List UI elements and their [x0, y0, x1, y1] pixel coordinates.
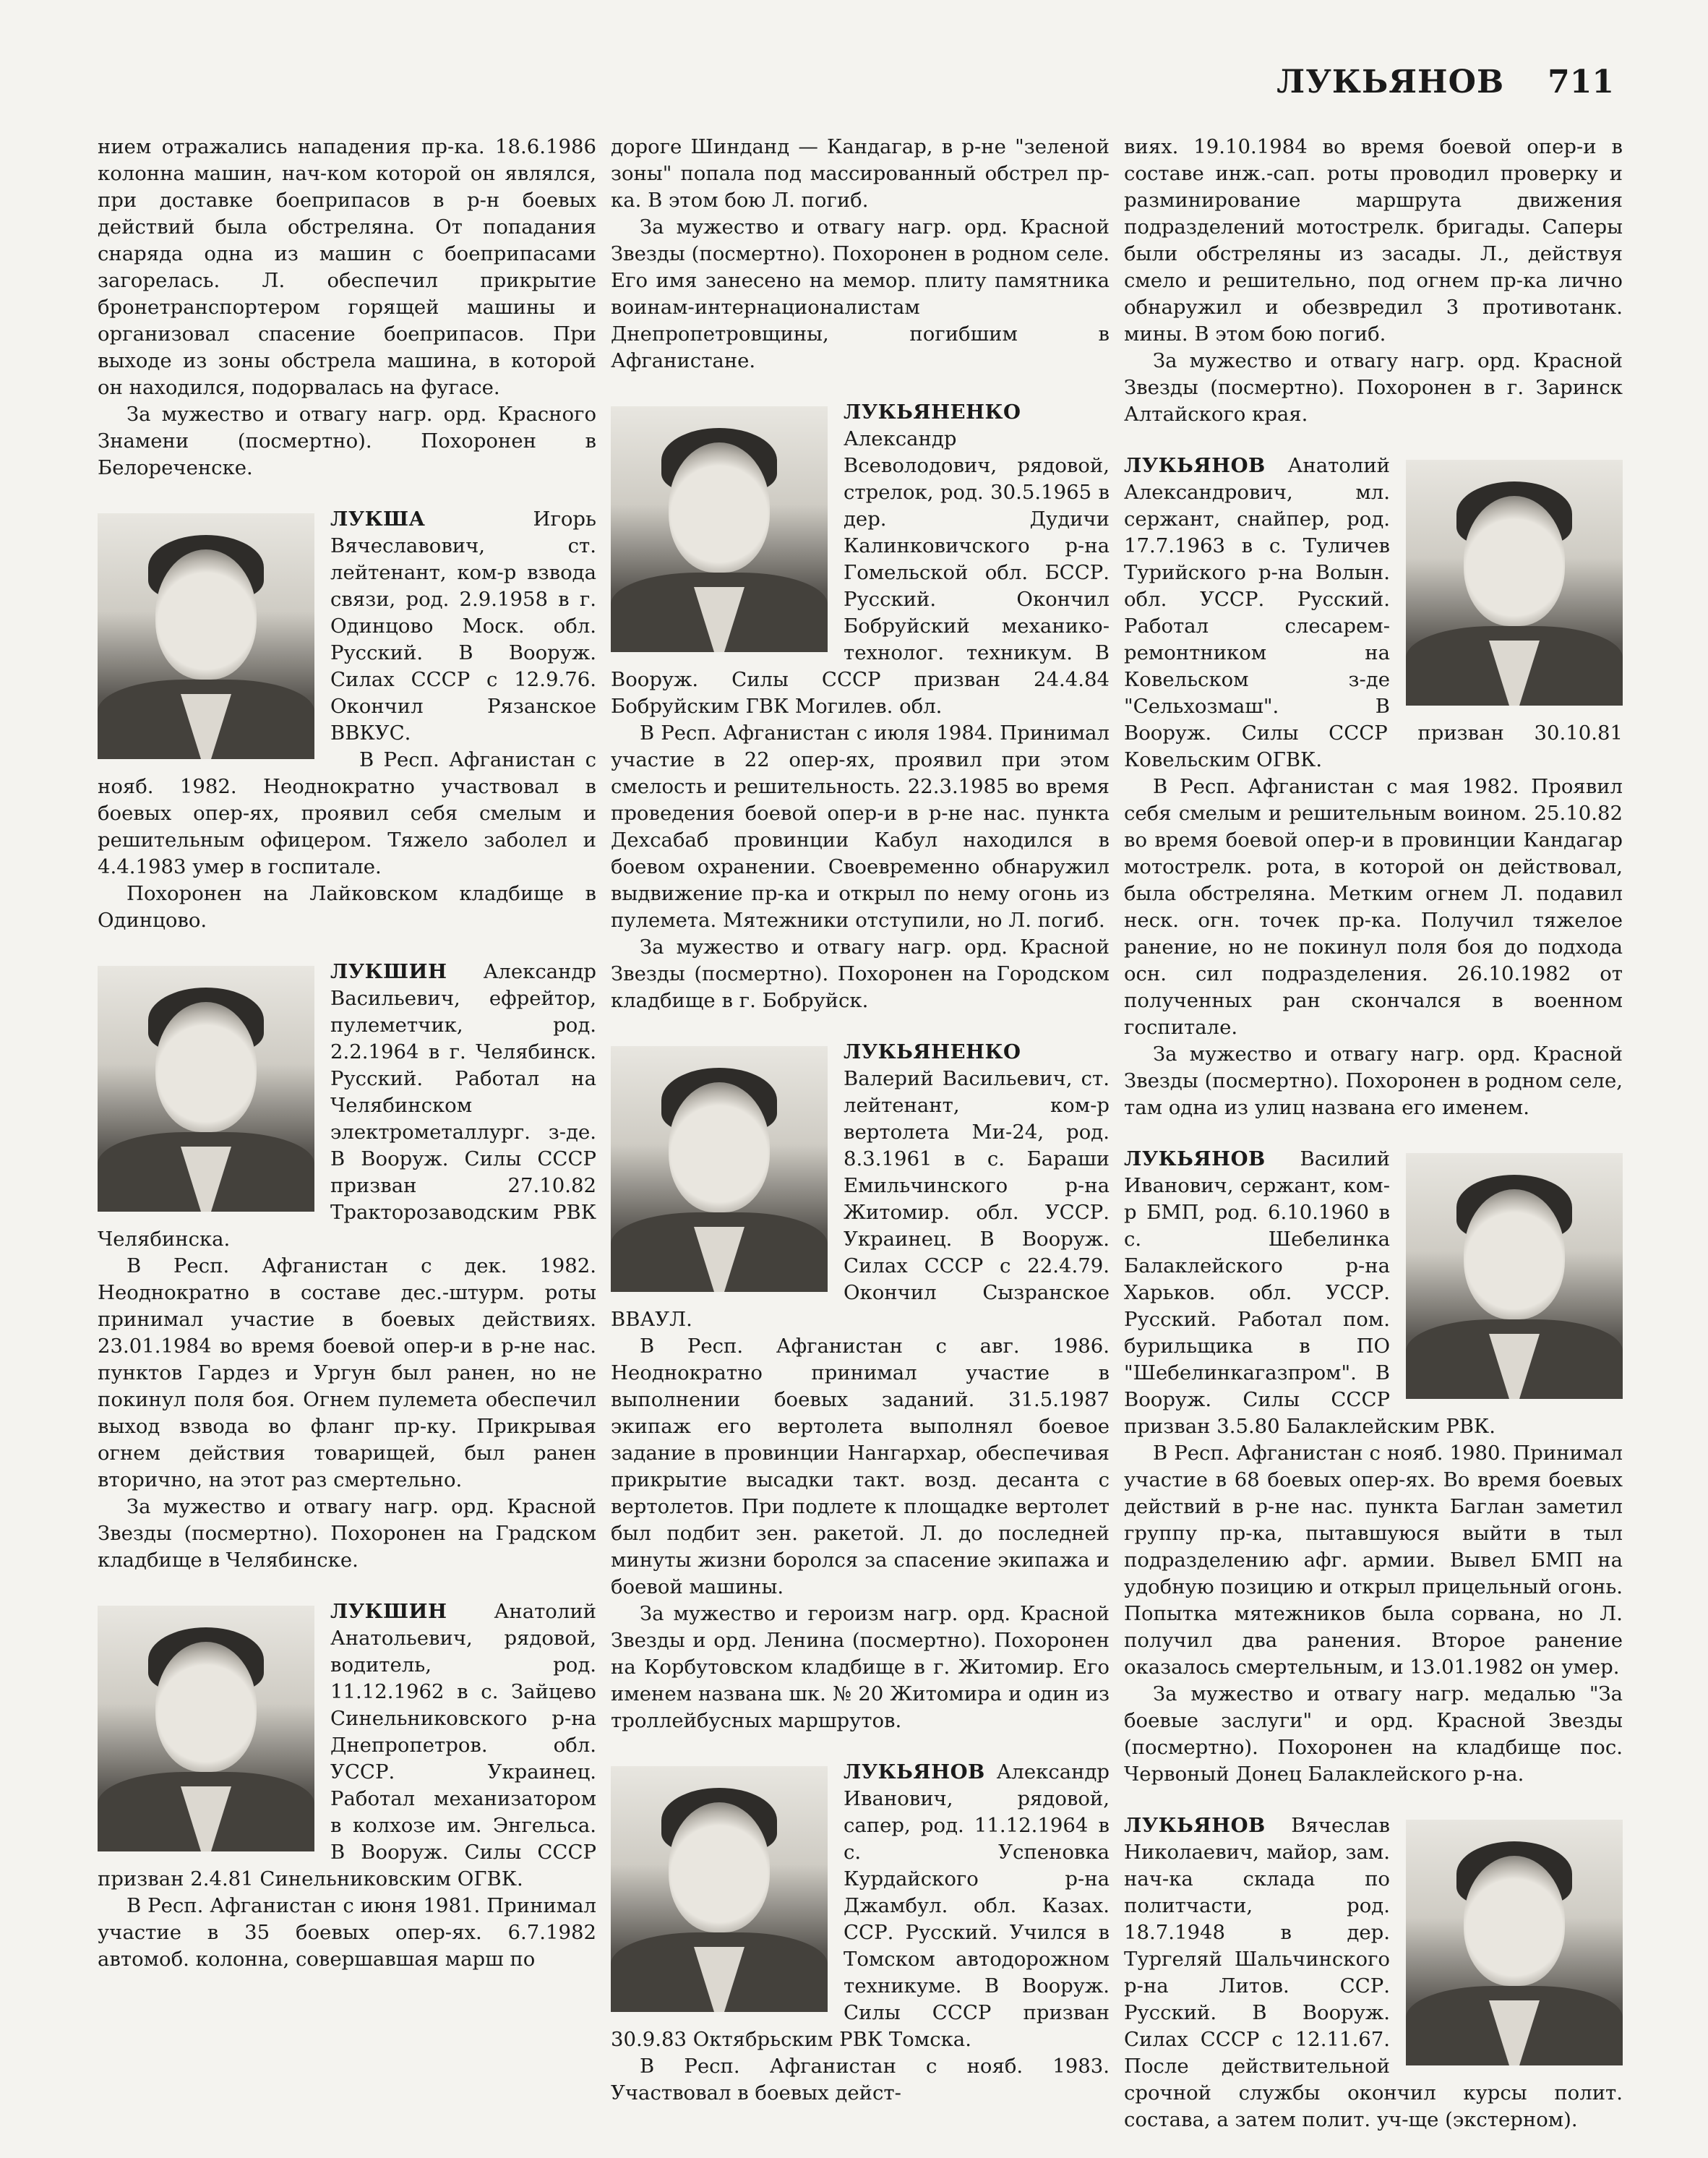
entry-intro: Игорь Вячеславович, ст. лейтенант, ком-р взвода связи, род. 2.9.1958 в г. Одинцово Моск. обл. Русский. В Вооруж. Силах СССР с 12.9.76. Окончил Рязанское ВВКУС. — [330, 508, 596, 745]
entry-surname: ЛУКЬЯНЕНКО — [844, 1040, 1021, 1063]
entry-paragraph: В Респ. Афганистан с нояб. 1983. Участвовал в боевых дейст- — [611, 2055, 1110, 2105]
biography-entry — [611, 1759, 1110, 2107]
entry-paragraph: В Респ. Афганистан с июля 1984. Принимал участие в 22 опер-ях, проявил при этом смелость и решительность. 22.3.1985 во время проведения боевой опер-и в р-не нас. пункта Дехсабаб провинции Кабул находился в боевом охранении. Своевременно обнаружил выдвижение пр-ка и открыл по нему огонь из пулемета. Мятежники отступили, но Л. погиб. — [611, 722, 1110, 932]
biography-entry — [611, 134, 1110, 374]
portrait-photo — [611, 406, 828, 652]
entry-surname: ЛУКША — [330, 508, 426, 531]
portrait-photo — [611, 1046, 828, 1292]
entry-surname: ЛУКЬЯНОВ — [1124, 1814, 1266, 1837]
biography-entry — [1124, 1812, 1623, 2133]
header-surname: ЛУКЬЯНОВ — [1276, 64, 1505, 100]
entry-intro: Анатолий Александрович, мл. сержант, снайпер, род. 17.7.1963 в с. Туличев Турийского р-на Волын. обл. УССР. Русский. Работал слесарем-ремонтником на Ковельском з-де "Сельхозмаш". В Вооруж. Силы СССР призван 30.10.81 Ковельским ОГВК. — [1124, 454, 1623, 771]
portrait-photo — [98, 1606, 314, 1851]
entry-paragraph: дороге Шинданд — Кандагар, в р-не "зеленой зоны" попала под массированный обстрел пр-ка. В этом бою Л. погиб. — [611, 135, 1110, 212]
portrait-photo — [611, 1766, 828, 2012]
biography-entry — [611, 1039, 1110, 1734]
entry-surname: ЛУКЬЯНОВ — [1124, 454, 1266, 477]
entry-paragraph: За мужество и героизм нагр. орд. Красной Звезды и орд. Ленина (посмертно). Похоронен на Корбутовском кладбище в г. Житомир. Его именем названа шк. № 20 Житомира и один из троллейбусных маршрутов. — [611, 1602, 1110, 1732]
biography-entry — [611, 399, 1110, 1014]
biography-entry — [1124, 134, 1623, 428]
entry-intro: Александр Иванович, рядовой, сапер, род. 11.12.1964 в с. Успеновка Курдайского р-на Джамбул. обл. Казах. ССР. Русский. Учился в Томском автодорожном техникуме. В Вооруж. Силы СССР призван 30.9.83 Октябрьским РВК Томска. — [611, 1760, 1110, 2051]
entry-paragraph: За мужество и отвагу нагр. орд. Красного Знамени (посмертно). Похоронен в Белореченске. — [98, 403, 596, 479]
entry-paragraph: В Респ. Афганистан с нояб. 1982. Неоднократно участвовал в боевых опер-ях, проявил себя смелым и решительным офицером. Тяжело заболел и 4.4.1983 умер в госпитале. — [98, 748, 596, 878]
entry-paragraph: За мужество и отвагу нагр. орд. Красной Звезды (посмертно). Похоронен на Городском кладбище в г. Бобруйск. — [611, 935, 1110, 1012]
entry-paragraph: нием отражались нападения пр-ка. 18.6.1986 колонна машин, нач-ком которой он являлся, при доставке боеприпасов в р-н боевых действий была обстреляна. От попадания снаряда одна из машин с боеприпасами загорелась. Л. обеспечил прикрытие бронетранспортером горящей машины и организовал спасение боеприпасов. При выходе из зоны обстрела машина, в которой он находился, подорвалась на фугасе. — [98, 135, 596, 399]
entry-surname: ЛУКЬЯНОВ — [1124, 1147, 1266, 1170]
entry-paragraph: За мужество и отвагу нагр. орд. Красной Звезды (посмертно). Похоронен в г. Заринск Алтайского края. — [1124, 349, 1623, 426]
entry-paragraph: Похоронен на Лайковском кладбище в Одинцово. — [98, 882, 596, 932]
biography-entry — [98, 959, 596, 1574]
portrait-photo — [98, 966, 314, 1212]
biography-entry — [98, 506, 596, 934]
column-1 — [98, 134, 596, 1998]
entry-paragraph: виях. 19.10.1984 во время боевой опер-и в составе инж.-сап. роты проводил проверку и разминирование маршрута движения подразделений мотострелк. бригады. Саперы были обстреляны из засады. Л., действуя смело и решительно, под огнем пр-ка лично обнаружил и обезвредил 3 противотанк. мины. В этом бою погиб. — [1124, 135, 1623, 346]
portrait-photo — [1406, 1820, 1623, 2065]
biography-entry — [1124, 453, 1623, 1121]
entry-paragraph: В Респ. Афганистан с июня 1981. Принимал участие в 35 боевых опер-ях. 6.7.1982 автомоб. колонна, совершавшая марш по — [98, 1894, 596, 1971]
entry-paragraph: В Респ. Афганистан с авг. 1986. Неоднократно принимал участие в выполнении боевых заданий. 31.5.1987 экипаж его вертолета выполнял боевое задание в провинции Нангархар, обеспечивая прикрытие высадки такт. возд. десанта с вертолетов. При подлете к площадке вертолет был подбит зен. ракетой. Л. до последней минуты жизни боролся за спасение экипажа и боевой машины. — [611, 1335, 1110, 1598]
entry-intro: Василий Иванович, сержант, ком-р БМП, род. 6.10.1960 в с. Шебелинка Балаклейского р-на Харьков. обл. УССР. Русский. Работал пом. бурильщика в ПО "Шебелинкагазпром". В Вооруж. Силы СССР призван 3.5.80 Балаклейским РВК. — [1124, 1147, 1495, 1438]
biography-entry — [1124, 1146, 1623, 1788]
entry-intro: Вячеслав Николаевич, майор, зам. нач-ка склада по политчасти, род. 18.7.1948 в дер. Тургеляй Шальчинского р-на Литов. ССР. Русский. В Вооруж. Силах СССР с 12.11.67. После действительной срочной службы окончил курсы полит. состава, а затем полит. уч-ще (экстерном). — [1124, 1814, 1623, 2131]
entry-surname: ЛУКЬЯНОВ — [844, 1760, 985, 1784]
entry-paragraph: За мужество и отвагу нагр. орд. Красной Звезды (посмертно). Похоронен на Градском кладбище в Челябинске. — [98, 1495, 596, 1572]
entry-paragraph: За мужество и отвагу нагр. орд. Красной Звезды (посмертно). Похоронен в родном селе. Его имя занесено на мемор. плиту памятника воинам-интернационалистам Днепропетровщины, погибшим в Афганистане. — [611, 215, 1110, 372]
page-number: 711 — [1548, 64, 1614, 100]
entry-paragraph: В Респ. Афганистан с мая 1982. Проявил себя смелым и решительным воином. 25.10.82 во время боевой опер-и в провинции Кандагар мотострелк. рота, в которой он действовал, была обстреляна. Метким огнем Л. подавил неск. огн. точек пр-ка. Получил тяжелое ранение, но не покинул поля боя до подхода осн. сил подразделения. 26.10.1982 от полученных ран скончался в военном госпитале. — [1124, 775, 1623, 1039]
portrait-photo — [1406, 1153, 1623, 1399]
entry-paragraph: За мужество и отвагу нагр. медалью "За боевые заслуги" и орд. Красной Звезды (посмертно). Похоронен на кладбище пос. Червоный Донец Балаклейского р-на. — [1124, 1682, 1623, 1786]
running-header — [1276, 64, 1614, 100]
portrait-photo — [1406, 460, 1623, 706]
column-3 — [1124, 134, 1623, 2158]
entry-surname: ЛУКШИН — [330, 1600, 447, 1623]
entry-intro: Александр Васильевич, ефрейтор, пулеметчик, род. 2.2.1964 в г. Челябинск. Русский. Работал на Челябинском электрометаллург. з-де. В Вооруж. Силы СССР призван 27.10.82 Тракторозаводским РВК Челябинска. — [98, 960, 596, 1251]
portrait-photo — [98, 513, 314, 759]
column-2 — [611, 134, 1110, 2131]
entry-paragraph: В Респ. Афганистан с дек. 1982. Неоднократно в составе дес.-штурм. роты принимал участие в боевых действиях. 23.01.1984 во время боевой опер-и в р-не нас. пунктов Гардез и Ургун был ранен, но не покинул поля боя. Огнем пулемета обеспечил выход взвода во фланг пр-ку. Прикрывая огнем действия товарищей, был ранен вторично, на этот раз смертельно. — [98, 1254, 596, 1491]
entry-surname: ЛУКЬЯНЕНКО — [844, 401, 1021, 424]
entry-intro: Валерий Васильевич, ст. лейтенант, ком-р вертолета Ми-24, род. 8.3.1961 в с. Бараши Емильчинского р-на Житомир. обл. УССР. Украинец. В Вооруж. Силах СССР с 22.4.79. Окончил Сызранское ВВАУЛ. — [611, 1067, 1110, 1331]
entry-paragraph: За мужество и отвагу нагр. орд. Красной Звезды (посмертно). Похоронен в родном селе, там одна из улиц названа его именем. — [1124, 1042, 1623, 1119]
entry-intro: Александр Всеволодович, рядовой, стрелок, род. 30.5.1965 в дер. Дудичи Калинковичского р-на Гомельской обл. БССР. Русский. Окончил Бобруйский механико-технолог. техникум. В Вооруж. Силы СССР призван 24.4.84 Бобруйским ГВК Могилев. обл. — [611, 427, 1110, 718]
biography-entry — [98, 1598, 596, 1973]
entry-surname: ЛУКШИН — [330, 960, 447, 983]
entry-paragraph: В Респ. Афганистан с нояб. 1980. Принимал участие в 68 боевых опер-ях. Во время боевых действий в р-не нас. пункта Баглан заметил группу пр-ка, пытавшуюся выйти в тыл подразделению афг. армии. Вывел БМП на удобную позицию и открыл прицельный огонь. Попытка мятежников была сорвана, но Л. получил два ранения. Второе ранение оказалось смертельным, и 13.01.1982 он умер. — [1124, 1442, 1623, 1679]
biography-entry — [98, 134, 596, 481]
entry-intro: Анатолий Анатольевич, рядовой, водитель, род. 11.12.1962 в с. Зайцево Синельниковского р-на Днепропетров. обл. УССР. Украинец. Работал механизатором в колхозе им. Энгельса. В Вооруж. Силы СССР призван 2.4.81 Синельниковским ОГВК. — [98, 1600, 596, 1891]
